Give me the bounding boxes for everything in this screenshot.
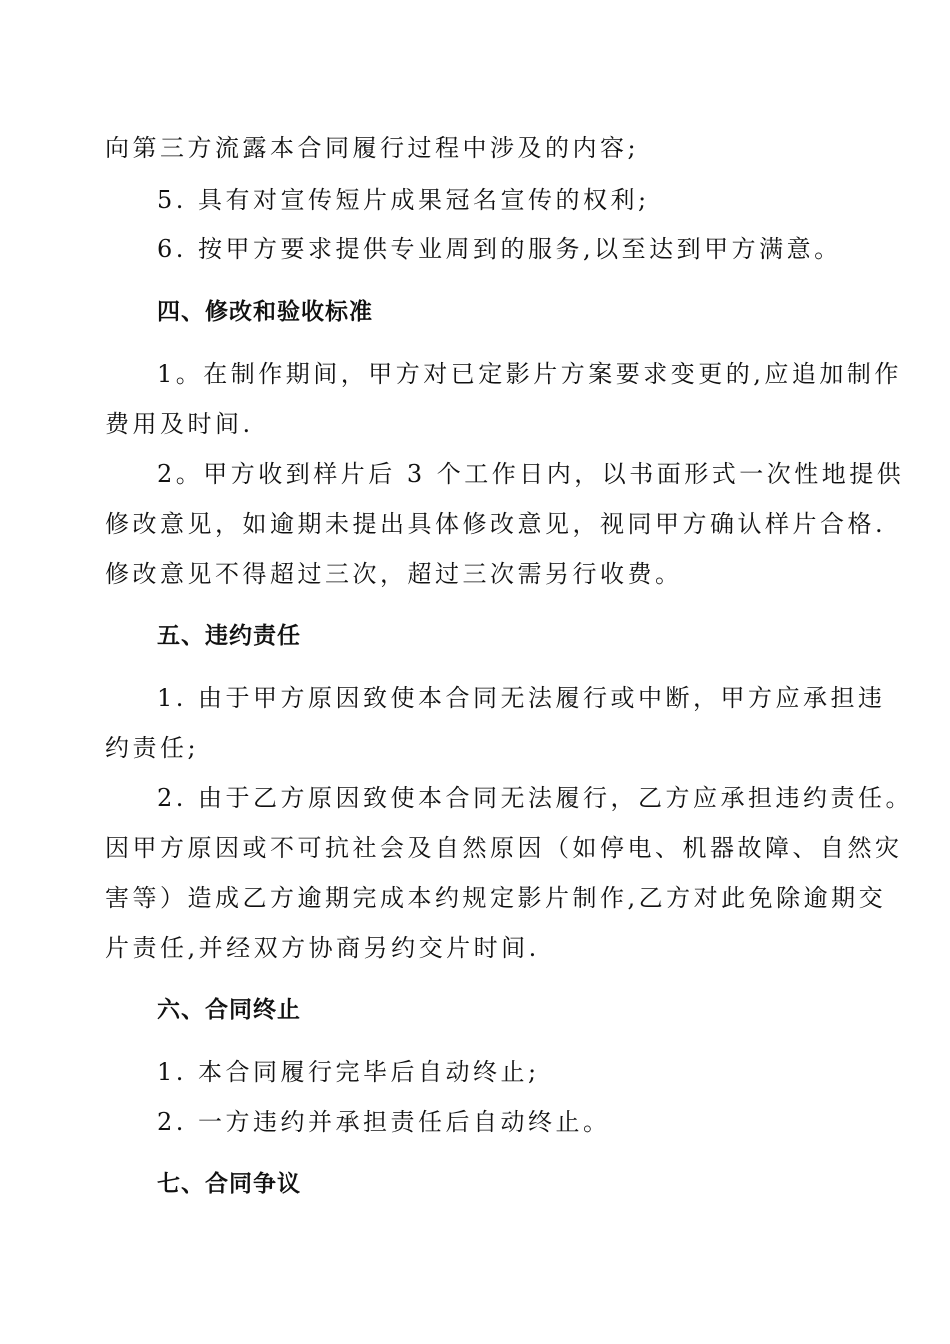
section-heading: 五、违约责任 bbox=[157, 623, 301, 649]
section-heading: 六、合同终止 bbox=[157, 997, 301, 1023]
paragraph-line: 5. 具有对宣传短片成果冠名宣传的权利; bbox=[157, 186, 650, 214]
paragraph-line: 2. 一方违约并承担责任后自动终止。 bbox=[157, 1108, 611, 1136]
section-heading: 四、修改和验收标准 bbox=[157, 299, 373, 325]
paragraph-line: 费用及时间. bbox=[105, 410, 254, 438]
paragraph-line: 害等）造成乙方逾期完成本约规定影片制作,乙方对此免除逾期交 bbox=[105, 884, 887, 912]
paragraph-line: 1. 由于甲方原因致使本合同无法履行或中断，甲方应承担违 bbox=[157, 684, 886, 712]
paragraph-line: 向第三方流露本合同履行过程中涉及的内容; bbox=[105, 134, 640, 162]
section-heading: 七、合同争议 bbox=[157, 1171, 301, 1197]
paragraph-line: 6. 按甲方要求提供专业周到的服务,以至达到甲方满意。 bbox=[157, 235, 842, 263]
paragraph-line: 片责任,并经双方协商另约交片时间. bbox=[105, 934, 540, 962]
paragraph-line: 修改意见，如逾期未提出具体修改意见，视同甲方确认样片合格. bbox=[105, 510, 887, 538]
paragraph-line: 1. 本合同履行完毕后自动终止; bbox=[157, 1058, 540, 1086]
paragraph-line: 2。甲方收到样片后 3 个工作日内，以书面形式一次性地提供 bbox=[157, 460, 905, 488]
paragraph-line: 修改意见不得超过三次，超过三次需另行收费。 bbox=[105, 560, 683, 588]
paragraph-line: 1。在制作期间，甲方对已定影片方案要求变更的,应追加制作 bbox=[157, 360, 902, 388]
paragraph-line: 约责任; bbox=[105, 734, 200, 762]
paragraph-line: 2. 由于乙方原因致使本合同无法履行，乙方应承担违约责任。 bbox=[157, 784, 914, 812]
paragraph-line: 因甲方原因或不可抗社会及自然原因（如停电、机器故障、自然灾 bbox=[105, 834, 903, 862]
